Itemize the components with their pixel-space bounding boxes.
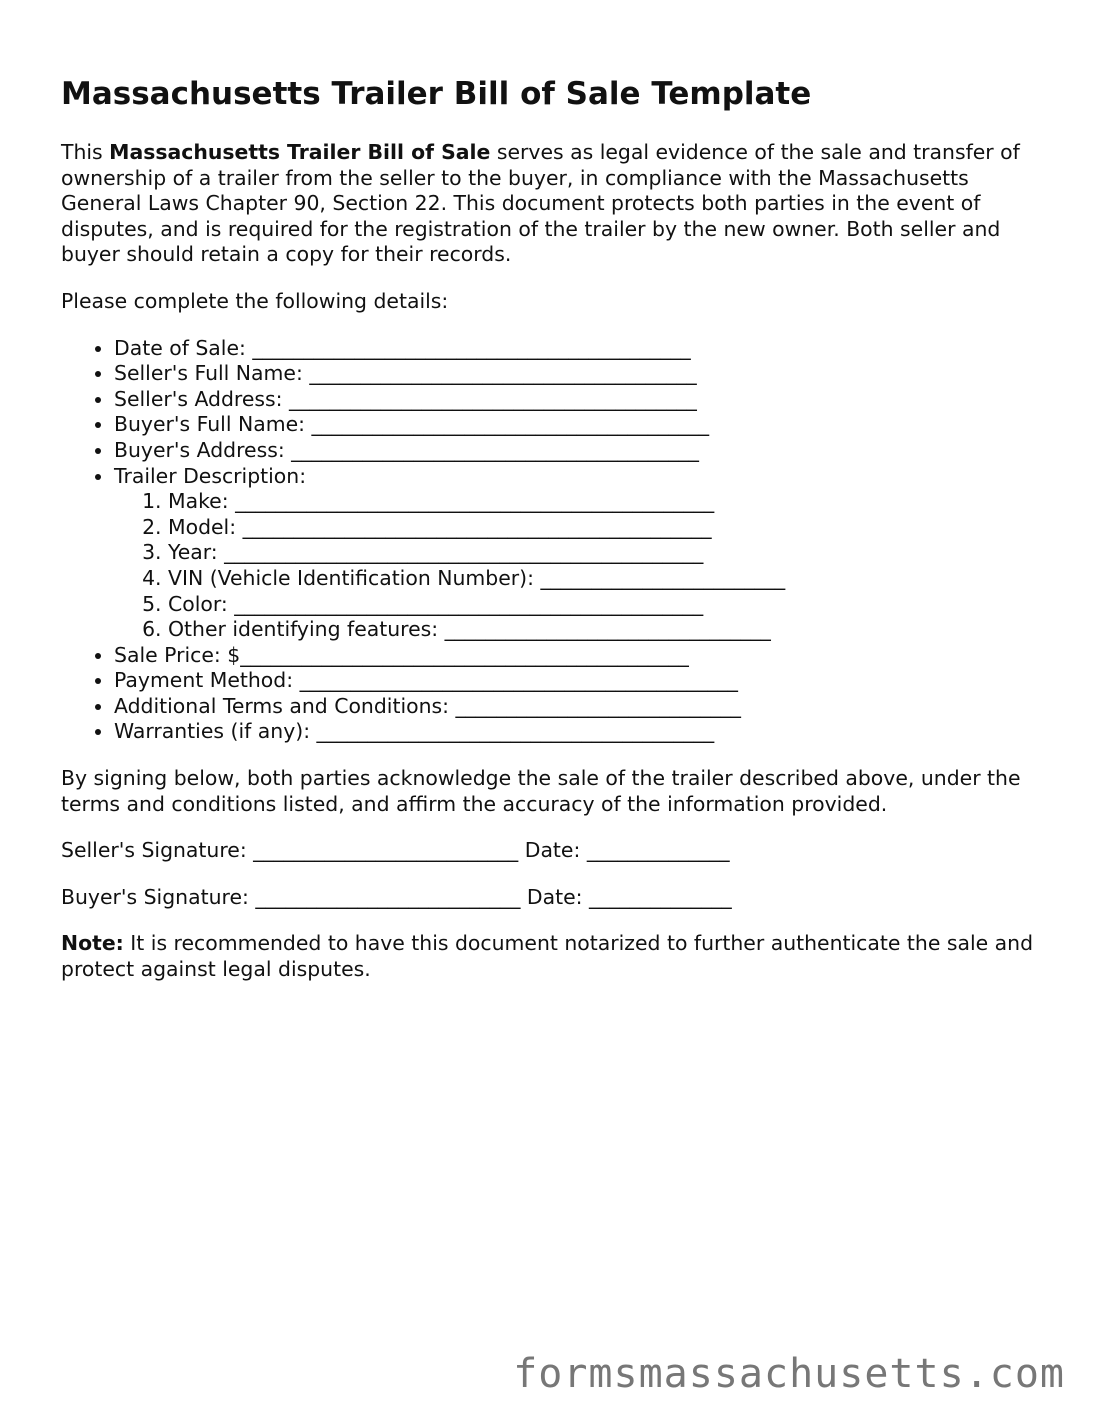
buyer-signature-line: Buyer's Signature: __________________________ Date: ______________ xyxy=(61,884,732,909)
acknowledgement-paragraph: By signing below, both parties acknowledge the sale of the trailer described above, under the terms and conditions listed, and affirm the accuracy of the information provided. xyxy=(61,766,1021,816)
document-title: Massachusetts Trailer Bill of Sale Template xyxy=(61,76,812,112)
trailer-description-list xyxy=(114,489,1046,643)
field-seller-address: • Seller's Address: ________________________________________ xyxy=(114,387,1046,413)
field-seller-name: • Seller's Full Name: ______________________________________ xyxy=(114,361,1046,387)
field-warranties: • Warranties (if any): _______________________________________ xyxy=(114,719,1046,745)
intro-bold-title: Massachusetts Trailer Bill of Sale xyxy=(109,140,491,164)
details-prompt: Please complete the following details: xyxy=(61,288,449,313)
field-date-of-sale: • Date of Sale: ___________________________________________ xyxy=(114,336,1046,362)
field-trailer-description xyxy=(114,464,1046,643)
note-text: It is recommended to have this document notarized to further authenticate the sale and protect against legal disputes. xyxy=(61,931,1034,982)
site-watermark: formsmassachusetts.com xyxy=(513,1351,1065,1397)
note-paragraph xyxy=(61,931,1046,982)
field-trailer-other-features: 6. Other identifying features: ________________________________ xyxy=(168,617,1046,643)
intro-prefix: This xyxy=(61,140,110,164)
field-trailer-make: 1. Make: _______________________________________________ xyxy=(168,489,1046,515)
field-additional-terms: • Additional Terms and Conditions: ____________________________ xyxy=(114,694,1046,720)
field-trailer-vin: 4. VIN (Vehicle Identification Number): ________________________ xyxy=(168,566,1046,592)
field-trailer-year: 3. Year: _______________________________________________ xyxy=(168,540,1046,566)
trailer-description-label: Trailer Description: xyxy=(114,463,307,488)
intro-paragraph xyxy=(61,140,1046,268)
intro-suffix: serves as legal evidence of the sale and transfer of ownership of a trailer from the seller to the buyer, in compliance with the Massachusetts General Laws Chapter 90, Section 22. This document protects both parties in the event of disputes, and is required for the registration of the trailer by the new owner. Both seller and buyer should retain a copy for their records. xyxy=(61,140,1020,267)
field-buyer-name: • Buyer's Full Name: _______________________________________ xyxy=(114,412,1046,438)
field-buyer-address: • Buyer's Address: ________________________________________ xyxy=(114,438,1046,464)
details-list xyxy=(61,336,1046,746)
document-page xyxy=(61,74,1046,983)
field-trailer-model: 2. Model: ______________________________________________ xyxy=(168,515,1046,541)
note-label: Note: xyxy=(61,931,124,956)
field-payment-method: • Payment Method: ___________________________________________ xyxy=(114,668,1046,694)
field-trailer-color: 5. Color: ______________________________________________ xyxy=(168,592,1046,618)
field-sale-price: • Sale Price: $____________________________________________ xyxy=(114,643,1046,669)
seller-signature-line: Seller's Signature: __________________________ Date: ______________ xyxy=(61,838,730,863)
